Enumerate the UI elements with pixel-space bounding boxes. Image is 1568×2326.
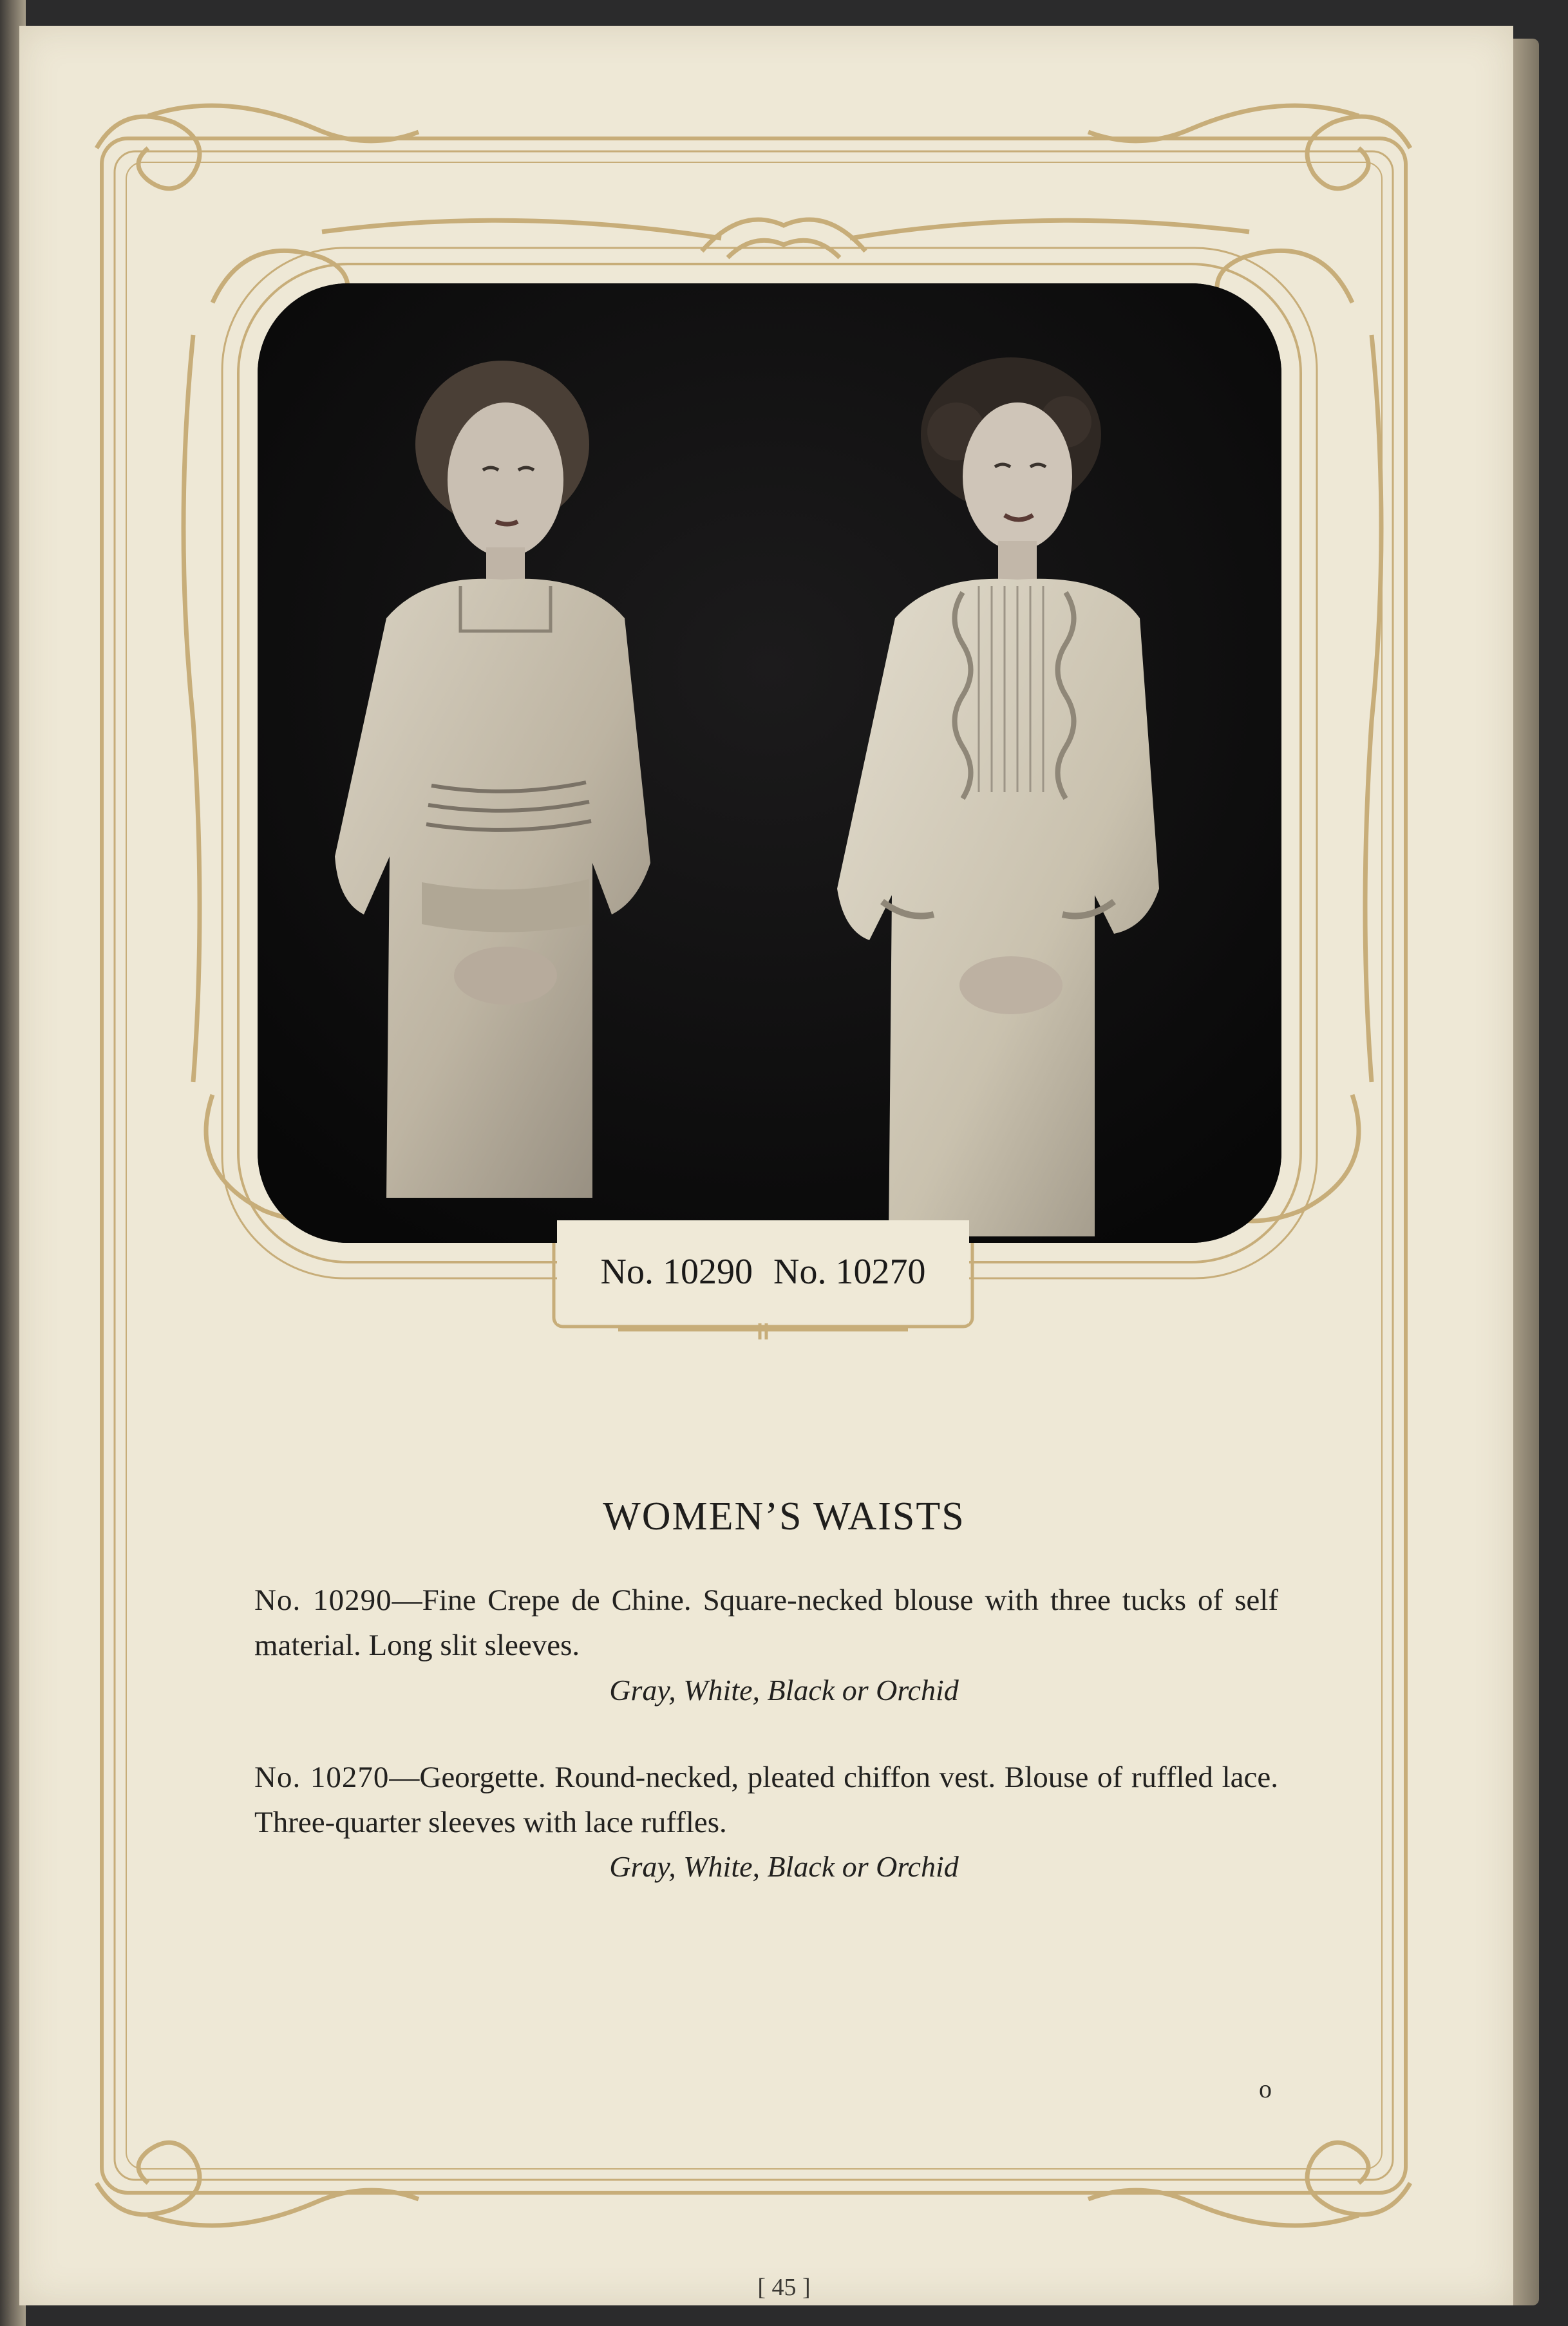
section-title: WOMEN’S WAISTS	[603, 1495, 965, 1538]
entry-description: Georgette. Round-necked, pleated chiffon vest. Blouse of ruffled lace. Three-quarter sleeves with lace ruffles.	[254, 1761, 1278, 1839]
entry-dash: —	[392, 1584, 422, 1617]
caption-plaque-text	[557, 1220, 969, 1323]
entry-10270-colors: Gray, White, Black or Orchid	[609, 1850, 959, 1883]
entry-number: No. 10290	[254, 1584, 392, 1617]
entry-description: Fine Crepe de Chine. Square-necked blouse with three tucks of self material. Long slit sleeves.	[254, 1584, 1278, 1662]
fashion-photograph	[258, 283, 1281, 1243]
entry-10270	[254, 1755, 1278, 1845]
entry-number: No. 10270	[254, 1761, 390, 1794]
page-marker: o	[1259, 2074, 1272, 2103]
caption-right-style-number: No. 10270	[773, 1252, 926, 1292]
entry-10290	[254, 1578, 1278, 1668]
page-number: [ 45 ]	[757, 2274, 811, 2301]
entry-dash: —	[389, 1761, 420, 1794]
caption-left-style-number: No. 10290	[600, 1252, 753, 1292]
entry-10290-colors: Gray, White, Black or Orchid	[609, 1674, 959, 1707]
